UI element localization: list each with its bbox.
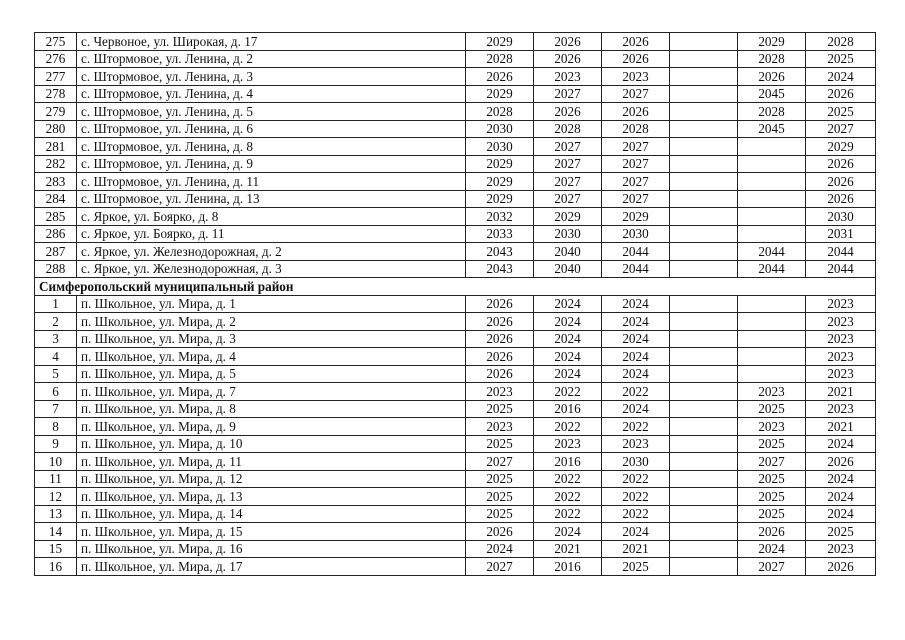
year-cell-3: 2022 — [602, 418, 670, 436]
table-row — [35, 208, 876, 226]
year-cell-5: 2025 — [738, 470, 806, 488]
year-cell-1: 2025 — [466, 488, 534, 506]
year-cell-5 — [738, 348, 806, 366]
year-cell-4 — [670, 313, 738, 331]
row-number-cell: 7 — [35, 400, 77, 418]
row-number-cell: 288 — [35, 260, 77, 278]
section-title: Симферопольский муниципальный район — [35, 278, 876, 296]
table-row — [35, 190, 876, 208]
year-cell-1: 2026 — [466, 295, 534, 313]
table-row — [35, 488, 876, 506]
year-cell-1: 2026 — [466, 523, 534, 541]
year-cell-3: 2026 — [602, 103, 670, 121]
row-number-cell: 284 — [35, 190, 77, 208]
year-cell-5: 2025 — [738, 435, 806, 453]
year-cell-4 — [670, 418, 738, 436]
year-cell-1: 2030 — [466, 138, 534, 156]
year-cell-6: 2025 — [806, 103, 876, 121]
year-cell-4 — [670, 348, 738, 366]
address-cell: п. Школьное, ул. Мира, д. 3 — [77, 330, 466, 348]
year-cell-5 — [738, 173, 806, 191]
year-cell-1: 2025 — [466, 505, 534, 523]
year-cell-2: 2028 — [534, 120, 602, 138]
year-cell-1: 2026 — [466, 348, 534, 366]
address-cell: п. Школьное, ул. Мира, д. 9 — [77, 418, 466, 436]
year-cell-4 — [670, 523, 738, 541]
address-cell: п. Школьное, ул. Мира, д. 7 — [77, 383, 466, 401]
year-cell-5 — [738, 330, 806, 348]
table-row — [35, 453, 876, 471]
year-cell-1: 2024 — [466, 540, 534, 558]
year-cell-1: 2026 — [466, 313, 534, 331]
year-cell-3: 2023 — [602, 435, 670, 453]
year-cell-4 — [670, 295, 738, 313]
year-cell-5 — [738, 208, 806, 226]
year-cell-5: 2044 — [738, 260, 806, 278]
year-cell-1: 2029 — [466, 85, 534, 103]
year-cell-3: 2027 — [602, 190, 670, 208]
year-cell-6: 2026 — [806, 558, 876, 576]
year-cell-2: 2023 — [534, 68, 602, 86]
year-cell-6: 2024 — [806, 68, 876, 86]
year-cell-1: 2029 — [466, 173, 534, 191]
table-row — [35, 225, 876, 243]
year-cell-6: 2023 — [806, 295, 876, 313]
row-number-cell: 282 — [35, 155, 77, 173]
year-cell-5: 2045 — [738, 85, 806, 103]
year-cell-4 — [670, 435, 738, 453]
year-cell-3: 2030 — [602, 225, 670, 243]
year-cell-4 — [670, 260, 738, 278]
year-cell-3: 2027 — [602, 138, 670, 156]
year-cell-3: 2022 — [602, 488, 670, 506]
year-cell-6: 2025 — [806, 523, 876, 541]
row-number-cell: 278 — [35, 85, 77, 103]
table-row — [35, 260, 876, 278]
row-number-cell: 4 — [35, 348, 77, 366]
table-row — [35, 138, 876, 156]
year-cell-2: 2029 — [534, 208, 602, 226]
year-cell-1: 2032 — [466, 208, 534, 226]
year-cell-4 — [670, 50, 738, 68]
table-row — [35, 120, 876, 138]
year-cell-6: 2021 — [806, 418, 876, 436]
year-cell-5: 2024 — [738, 540, 806, 558]
year-cell-4 — [670, 330, 738, 348]
year-cell-3: 2022 — [602, 505, 670, 523]
row-number-cell: 1 — [35, 295, 77, 313]
year-cell-4 — [670, 155, 738, 173]
year-cell-4 — [670, 85, 738, 103]
year-cell-3: 2024 — [602, 365, 670, 383]
year-cell-5: 2026 — [738, 68, 806, 86]
year-cell-4 — [670, 68, 738, 86]
year-cell-5: 2044 — [738, 243, 806, 261]
address-cell: с. Червоное, ул. Широкая, д. 17 — [77, 33, 466, 51]
table-row — [35, 313, 876, 331]
year-cell-4 — [670, 470, 738, 488]
address-cell: п. Школьное, ул. Мира, д. 14 — [77, 505, 466, 523]
row-number-cell: 15 — [35, 540, 77, 558]
row-number-cell: 14 — [35, 523, 77, 541]
year-cell-4 — [670, 540, 738, 558]
section-header-row — [35, 278, 876, 296]
table-row — [35, 470, 876, 488]
year-cell-2: 2024 — [534, 523, 602, 541]
address-cell: с. Штормовое, ул. Ленина, д. 3 — [77, 68, 466, 86]
year-cell-1: 2028 — [466, 50, 534, 68]
year-cell-5 — [738, 313, 806, 331]
year-cell-1: 2023 — [466, 418, 534, 436]
year-cell-1: 2026 — [466, 68, 534, 86]
year-cell-3: 2024 — [602, 400, 670, 418]
year-cell-3: 2024 — [602, 330, 670, 348]
table-row — [35, 400, 876, 418]
year-cell-5 — [738, 138, 806, 156]
year-cell-4 — [670, 120, 738, 138]
year-cell-5: 2025 — [738, 488, 806, 506]
year-cell-6: 2044 — [806, 243, 876, 261]
row-number-cell: 283 — [35, 173, 77, 191]
year-cell-4 — [670, 505, 738, 523]
year-cell-5: 2023 — [738, 383, 806, 401]
year-cell-2: 2027 — [534, 85, 602, 103]
address-cell: п. Школьное, ул. Мира, д. 10 — [77, 435, 466, 453]
table-row — [35, 295, 876, 313]
year-cell-2: 2040 — [534, 243, 602, 261]
year-cell-6: 2026 — [806, 453, 876, 471]
address-cell: п. Школьное, ул. Мира, д. 4 — [77, 348, 466, 366]
year-cell-5 — [738, 295, 806, 313]
year-cell-5: 2026 — [738, 523, 806, 541]
table-row — [35, 505, 876, 523]
year-cell-5: 2025 — [738, 505, 806, 523]
address-cell: с. Штормовое, ул. Ленина, д. 2 — [77, 50, 466, 68]
row-number-cell: 10 — [35, 453, 77, 471]
year-cell-1: 2033 — [466, 225, 534, 243]
year-cell-5: 2027 — [738, 558, 806, 576]
row-number-cell: 276 — [35, 50, 77, 68]
year-cell-6: 2026 — [806, 173, 876, 191]
address-cell: с. Штормовое, ул. Ленина, д. 5 — [77, 103, 466, 121]
table-row — [35, 173, 876, 191]
year-cell-3: 2027 — [602, 173, 670, 191]
year-cell-5 — [738, 225, 806, 243]
year-cell-4 — [670, 138, 738, 156]
year-cell-1: 2026 — [466, 365, 534, 383]
year-cell-5 — [738, 155, 806, 173]
year-cell-6: 2024 — [806, 470, 876, 488]
year-cell-6: 2044 — [806, 260, 876, 278]
year-cell-2: 2022 — [534, 488, 602, 506]
year-cell-2: 2024 — [534, 313, 602, 331]
row-number-cell: 285 — [35, 208, 77, 226]
table-row — [35, 540, 876, 558]
address-cell: с. Штормовое, ул. Ленина, д. 4 — [77, 85, 466, 103]
row-number-cell: 11 — [35, 470, 77, 488]
row-number-cell: 12 — [35, 488, 77, 506]
year-cell-2: 2022 — [534, 470, 602, 488]
year-cell-2: 2016 — [534, 558, 602, 576]
year-cell-1: 2027 — [466, 453, 534, 471]
year-cell-3: 2044 — [602, 260, 670, 278]
year-cell-3: 2027 — [602, 85, 670, 103]
year-cell-6: 2026 — [806, 85, 876, 103]
table-row — [35, 418, 876, 436]
year-cell-3: 2044 — [602, 243, 670, 261]
year-cell-5: 2029 — [738, 33, 806, 51]
year-cell-4 — [670, 225, 738, 243]
year-cell-1: 2043 — [466, 260, 534, 278]
address-cell: с. Яркое, ул. Боярко, д. 11 — [77, 225, 466, 243]
year-cell-2: 2027 — [534, 190, 602, 208]
year-cell-1: 2029 — [466, 190, 534, 208]
year-cell-1: 2030 — [466, 120, 534, 138]
year-cell-2: 2016 — [534, 400, 602, 418]
year-cell-1: 2029 — [466, 33, 534, 51]
year-cell-5: 2028 — [738, 50, 806, 68]
row-number-cell: 281 — [35, 138, 77, 156]
address-cell: с. Яркое, ул. Железнодорожная, д. 3 — [77, 260, 466, 278]
year-cell-6: 2025 — [806, 50, 876, 68]
year-cell-3: 2028 — [602, 120, 670, 138]
row-number-cell: 287 — [35, 243, 77, 261]
year-cell-3: 2024 — [602, 313, 670, 331]
address-cell: с. Штормовое, ул. Ленина, д. 6 — [77, 120, 466, 138]
year-cell-2: 2040 — [534, 260, 602, 278]
address-cell: п. Школьное, ул. Мира, д. 2 — [77, 313, 466, 331]
year-cell-5: 2023 — [738, 418, 806, 436]
year-cell-3: 2022 — [602, 470, 670, 488]
year-cell-6: 2024 — [806, 505, 876, 523]
row-number-cell: 275 — [35, 33, 77, 51]
address-cell: с. Штормовое, ул. Ленина, д. 13 — [77, 190, 466, 208]
year-cell-1: 2029 — [466, 155, 534, 173]
table-row — [35, 348, 876, 366]
row-number-cell: 3 — [35, 330, 77, 348]
table-row — [35, 435, 876, 453]
address-cell: с. Штормовое, ул. Ленина, д. 8 — [77, 138, 466, 156]
year-cell-2: 2026 — [534, 103, 602, 121]
address-cell: п. Школьное, ул. Мира, д. 11 — [77, 453, 466, 471]
year-cell-2: 2024 — [534, 295, 602, 313]
year-cell-3: 2024 — [602, 295, 670, 313]
year-cell-6: 2031 — [806, 225, 876, 243]
year-cell-6: 2024 — [806, 435, 876, 453]
year-cell-5 — [738, 190, 806, 208]
table-row — [35, 330, 876, 348]
year-cell-6: 2026 — [806, 190, 876, 208]
row-number-cell: 8 — [35, 418, 77, 436]
year-cell-2: 2024 — [534, 330, 602, 348]
year-cell-6: 2026 — [806, 155, 876, 173]
table-row — [35, 365, 876, 383]
schedule-table — [34, 32, 876, 576]
address-cell: п. Школьное, ул. Мира, д. 8 — [77, 400, 466, 418]
table-row — [35, 85, 876, 103]
address-cell: с. Яркое, ул. Железнодорожная, д. 2 — [77, 243, 466, 261]
table-row — [35, 68, 876, 86]
year-cell-6: 2029 — [806, 138, 876, 156]
year-cell-3: 2026 — [602, 50, 670, 68]
address-cell: п. Школьное, ул. Мира, д. 1 — [77, 295, 466, 313]
year-cell-1: 2025 — [466, 435, 534, 453]
year-cell-3: 2026 — [602, 33, 670, 51]
address-cell: п. Школьное, ул. Мира, д. 5 — [77, 365, 466, 383]
table-row — [35, 558, 876, 576]
year-cell-2: 2016 — [534, 453, 602, 471]
row-number-cell: 2 — [35, 313, 77, 331]
year-cell-4 — [670, 558, 738, 576]
row-number-cell: 6 — [35, 383, 77, 401]
year-cell-1: 2025 — [466, 400, 534, 418]
year-cell-2: 2026 — [534, 33, 602, 51]
row-number-cell: 279 — [35, 103, 77, 121]
year-cell-6: 2027 — [806, 120, 876, 138]
address-cell: п. Школьное, ул. Мира, д. 15 — [77, 523, 466, 541]
table-row — [35, 33, 876, 51]
year-cell-6: 2028 — [806, 33, 876, 51]
year-cell-4 — [670, 453, 738, 471]
year-cell-6: 2023 — [806, 365, 876, 383]
year-cell-3: 2022 — [602, 383, 670, 401]
year-cell-3: 2027 — [602, 155, 670, 173]
year-cell-5: 2045 — [738, 120, 806, 138]
table-row — [35, 155, 876, 173]
year-cell-1: 2043 — [466, 243, 534, 261]
year-cell-1: 2025 — [466, 470, 534, 488]
year-cell-2: 2022 — [534, 418, 602, 436]
row-number-cell: 16 — [35, 558, 77, 576]
year-cell-6: 2030 — [806, 208, 876, 226]
row-number-cell: 9 — [35, 435, 77, 453]
address-cell: п. Школьное, ул. Мира, д. 16 — [77, 540, 466, 558]
year-cell-5: 2027 — [738, 453, 806, 471]
year-cell-2: 2027 — [534, 138, 602, 156]
year-cell-2: 2026 — [534, 50, 602, 68]
row-number-cell: 277 — [35, 68, 77, 86]
address-cell: с. Штормовое, ул. Ленина, д. 11 — [77, 173, 466, 191]
year-cell-6: 2023 — [806, 330, 876, 348]
row-number-cell: 13 — [35, 505, 77, 523]
table-row — [35, 383, 876, 401]
year-cell-6: 2023 — [806, 400, 876, 418]
year-cell-1: 2023 — [466, 383, 534, 401]
year-cell-3: 2024 — [602, 348, 670, 366]
year-cell-2: 2024 — [534, 348, 602, 366]
year-cell-3: 2029 — [602, 208, 670, 226]
table-row — [35, 243, 876, 261]
year-cell-6: 2023 — [806, 540, 876, 558]
year-cell-6: 2021 — [806, 383, 876, 401]
year-cell-4 — [670, 488, 738, 506]
year-cell-6: 2024 — [806, 488, 876, 506]
year-cell-4 — [670, 243, 738, 261]
year-cell-2: 2022 — [534, 505, 602, 523]
row-number-cell: 280 — [35, 120, 77, 138]
year-cell-3: 2030 — [602, 453, 670, 471]
year-cell-4 — [670, 173, 738, 191]
year-cell-2: 2022 — [534, 383, 602, 401]
row-number-cell: 286 — [35, 225, 77, 243]
year-cell-3: 2024 — [602, 523, 670, 541]
year-cell-4 — [670, 383, 738, 401]
year-cell-1: 2026 — [466, 330, 534, 348]
year-cell-2: 2023 — [534, 435, 602, 453]
address-cell: п. Школьное, ул. Мира, д. 17 — [77, 558, 466, 576]
year-cell-4 — [670, 365, 738, 383]
year-cell-3: 2023 — [602, 68, 670, 86]
year-cell-3: 2021 — [602, 540, 670, 558]
table-row — [35, 523, 876, 541]
year-cell-4 — [670, 190, 738, 208]
year-cell-3: 2025 — [602, 558, 670, 576]
year-cell-4 — [670, 33, 738, 51]
year-cell-1: 2027 — [466, 558, 534, 576]
year-cell-2: 2027 — [534, 155, 602, 173]
year-cell-4 — [670, 208, 738, 226]
row-number-cell: 5 — [35, 365, 77, 383]
year-cell-5: 2028 — [738, 103, 806, 121]
table-row — [35, 103, 876, 121]
year-cell-2: 2030 — [534, 225, 602, 243]
address-cell: с. Яркое, ул. Боярко, д. 8 — [77, 208, 466, 226]
address-cell: п. Школьное, ул. Мира, д. 12 — [77, 470, 466, 488]
year-cell-1: 2028 — [466, 103, 534, 121]
address-cell: п. Школьное, ул. Мира, д. 13 — [77, 488, 466, 506]
year-cell-6: 2023 — [806, 313, 876, 331]
year-cell-4 — [670, 400, 738, 418]
year-cell-2: 2024 — [534, 365, 602, 383]
year-cell-6: 2023 — [806, 348, 876, 366]
year-cell-5: 2025 — [738, 400, 806, 418]
year-cell-4 — [670, 103, 738, 121]
address-cell: с. Штормовое, ул. Ленина, д. 9 — [77, 155, 466, 173]
year-cell-5 — [738, 365, 806, 383]
year-cell-2: 2021 — [534, 540, 602, 558]
year-cell-2: 2027 — [534, 173, 602, 191]
table-row — [35, 50, 876, 68]
